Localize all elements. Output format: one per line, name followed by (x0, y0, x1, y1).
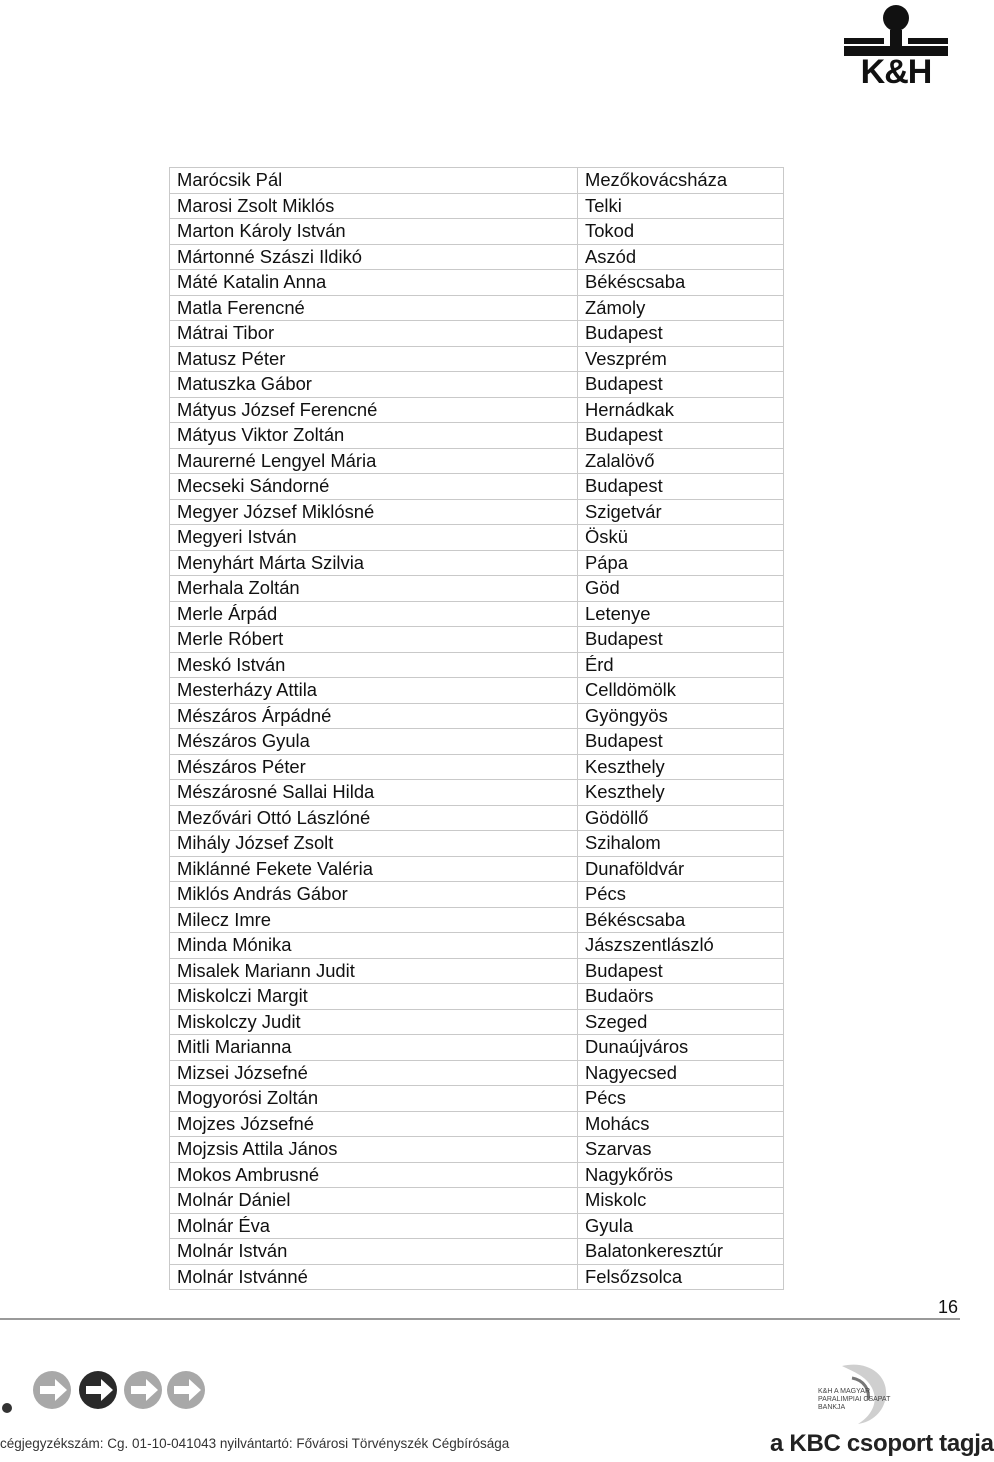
table-row (170, 499, 784, 525)
table-row (170, 958, 784, 984)
table-row (170, 933, 784, 959)
city-cell: Nagyecsed (578, 1060, 784, 1086)
member-table (169, 167, 784, 1290)
name-cell: Mizsei Józsefné (170, 1060, 578, 1086)
name-cell: Molnár Istvánné (170, 1264, 578, 1290)
name-cell: Matusz Péter (170, 346, 578, 372)
table-row (170, 525, 784, 551)
name-cell: Molnár István (170, 1239, 578, 1265)
city-cell: Tokod (578, 219, 784, 245)
name-cell: Mészáros Árpádné (170, 703, 578, 729)
city-cell: Pápa (578, 550, 784, 576)
table-row (170, 1188, 784, 1214)
table-row (170, 754, 784, 780)
city-cell: Öskü (578, 525, 784, 551)
arrow-right-icon (167, 1371, 205, 1409)
name-cell: Merle Róbert (170, 627, 578, 653)
city-cell: Jászszentlászló (578, 933, 784, 959)
name-cell: Megyeri István (170, 525, 578, 551)
name-cell: Marosi Zsolt Miklós (170, 193, 578, 219)
city-cell: Aszód (578, 244, 784, 270)
table-row (170, 448, 784, 474)
city-cell: Budapest (578, 729, 784, 755)
city-cell: Szeged (578, 1009, 784, 1035)
name-cell: Matla Ferencné (170, 295, 578, 321)
table-row (170, 856, 784, 882)
name-cell: Miklánné Fekete Valéria (170, 856, 578, 882)
name-cell: Miklós András Gábor (170, 882, 578, 908)
paralympic-logo-text: K&H A MAGYAR PARALIMPIAI CSAPAT BANKJA (818, 1388, 891, 1411)
footer-rule (0, 1318, 960, 1320)
kh-logo-text: K&H (860, 53, 932, 91)
table-row (170, 805, 784, 831)
city-cell: Békéscsaba (578, 270, 784, 296)
city-cell: Nagykőrös (578, 1162, 784, 1188)
name-cell: Miskolczy Judit (170, 1009, 578, 1035)
name-cell: Mitli Marianna (170, 1035, 578, 1061)
table-row (170, 907, 784, 933)
table-row (170, 168, 784, 194)
table-row (170, 244, 784, 270)
table-row (170, 601, 784, 627)
table-row (170, 576, 784, 602)
city-cell: Szihalom (578, 831, 784, 857)
name-cell: Mártonné Szászi Ildikó (170, 244, 578, 270)
name-cell: Molnár Éva (170, 1213, 578, 1239)
name-cell: Mészáros Péter (170, 754, 578, 780)
name-cell: Marton Károly István (170, 219, 578, 245)
table-row (170, 346, 784, 372)
city-cell: Dunaújváros (578, 1035, 784, 1061)
name-cell: Merle Árpád (170, 601, 578, 627)
city-cell: Békéscsaba (578, 907, 784, 933)
table-row (170, 729, 784, 755)
name-cell: Máté Katalin Anna (170, 270, 578, 296)
name-cell: Molnár Dániel (170, 1188, 578, 1214)
city-cell: Celldömölk (578, 678, 784, 704)
name-cell: Matuszka Gábor (170, 372, 578, 398)
table-row (170, 1137, 784, 1163)
name-cell: Mojzes Józsefné (170, 1111, 578, 1137)
table-row (170, 321, 784, 347)
city-cell: Keszthely (578, 780, 784, 806)
city-cell: Mezőkovácsháza (578, 168, 784, 194)
name-cell: Meskó István (170, 652, 578, 678)
table-row (170, 627, 784, 653)
city-cell: Pécs (578, 1086, 784, 1112)
city-cell: Dunaföldvár (578, 856, 784, 882)
table-row (170, 1060, 784, 1086)
table-row (170, 703, 784, 729)
name-cell: Mesterházy Attila (170, 678, 578, 704)
city-cell: Budapest (578, 627, 784, 653)
table-row (170, 652, 784, 678)
name-cell: Mátyus József Ferencné (170, 397, 578, 423)
table-row (170, 295, 784, 321)
name-cell: Mojzsis Attila János (170, 1137, 578, 1163)
name-cell: Mezővári Ottó Lászlóné (170, 805, 578, 831)
name-cell: Milecz Imre (170, 907, 578, 933)
city-cell: Pécs (578, 882, 784, 908)
name-cell: Miskolczi Margit (170, 984, 578, 1010)
city-cell: Miskolc (578, 1188, 784, 1214)
name-cell: Misalek Mariann Judit (170, 958, 578, 984)
city-cell: Gödöllő (578, 805, 784, 831)
name-cell: Maurerné Lengyel Mária (170, 448, 578, 474)
city-cell: Felsőzsolca (578, 1264, 784, 1290)
kbc-group-text: a KBC csoport tagja (770, 1430, 994, 1457)
name-cell: Mészáros Gyula (170, 729, 578, 755)
city-cell: Keszthely (578, 754, 784, 780)
name-cell: Megyer József Miklósné (170, 499, 578, 525)
name-cell: Mihály József Zsolt (170, 831, 578, 857)
name-cell: Mogyorósi Zoltán (170, 1086, 578, 1112)
city-cell: Letenye (578, 601, 784, 627)
city-cell: Gyula (578, 1213, 784, 1239)
city-cell: Budapest (578, 474, 784, 500)
table-row (170, 678, 784, 704)
table-row (170, 831, 784, 857)
kh-logo-icon (840, 2, 952, 58)
city-cell: Mohács (578, 1111, 784, 1137)
city-cell: Gyöngyös (578, 703, 784, 729)
name-cell: Mokos Ambrusné (170, 1162, 578, 1188)
name-cell: Minda Mónika (170, 933, 578, 959)
name-cell: Mátrai Tibor (170, 321, 578, 347)
table-row (170, 193, 784, 219)
city-cell: Hernádkak (578, 397, 784, 423)
table-row (170, 1213, 784, 1239)
name-cell: Mátyus Viktor Zoltán (170, 423, 578, 449)
table-row (170, 882, 784, 908)
table-row (170, 1035, 784, 1061)
city-cell: Budapest (578, 321, 784, 347)
table-row (170, 780, 784, 806)
name-cell: Merhala Zoltán (170, 576, 578, 602)
city-cell: Budaörs (578, 984, 784, 1010)
table-row (170, 474, 784, 500)
table-row (170, 397, 784, 423)
kh-logo (840, 2, 952, 91)
name-cell: Marócsik Pál (170, 168, 578, 194)
name-cell: Mecseki Sándorné (170, 474, 578, 500)
registry-text: cégjegyzékszám: Cg. 01-10-041043 nyilvántartó: Fővárosi Törvényszék Cégbírósága (0, 1436, 510, 1451)
table-row (170, 423, 784, 449)
city-cell: Zámoly (578, 295, 784, 321)
table-row (170, 550, 784, 576)
city-cell: Szarvas (578, 1137, 784, 1163)
table-row (170, 1239, 784, 1265)
table-row (170, 984, 784, 1010)
table-row (170, 372, 784, 398)
city-cell: Budapest (578, 423, 784, 449)
arrow-right-icon (33, 1371, 71, 1409)
page-number: 16 (937, 1297, 958, 1317)
member-table-body (170, 168, 784, 1290)
arrow-right-icon (79, 1371, 117, 1409)
table-row (170, 270, 784, 296)
name-cell: Mészárosné Sallai Hilda (170, 780, 578, 806)
table-row (170, 1264, 784, 1290)
table-row (170, 219, 784, 245)
city-cell: Budapest (578, 958, 784, 984)
table-row (170, 1162, 784, 1188)
table-row (170, 1086, 784, 1112)
city-cell: Göd (578, 576, 784, 602)
city-cell: Telki (578, 193, 784, 219)
name-cell: Menyhárt Márta Szilvia (170, 550, 578, 576)
city-cell: Balatonkeresztúr (578, 1239, 784, 1265)
city-cell: Veszprém (578, 346, 784, 372)
arrow-right-icon (124, 1371, 162, 1409)
table-row (170, 1009, 784, 1035)
city-cell: Zalalövő (578, 448, 784, 474)
table-row (170, 1111, 784, 1137)
city-cell: Érd (578, 652, 784, 678)
footer-arrows (0, 1368, 220, 1418)
city-cell: Szigetvár (578, 499, 784, 525)
city-cell: Budapest (578, 372, 784, 398)
